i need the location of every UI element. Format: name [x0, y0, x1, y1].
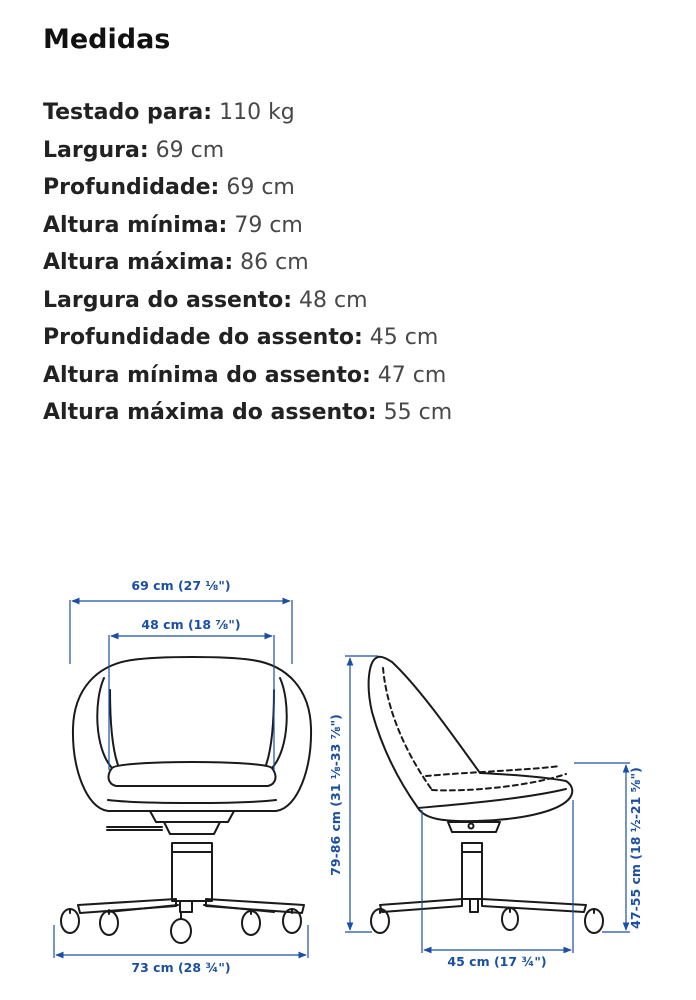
- spec-label: Largura do assento:: [43, 287, 293, 313]
- chair-side-view: [369, 657, 603, 933]
- spec-label: Altura máxima do assento:: [43, 400, 377, 425]
- spec-label: Largura:: [43, 137, 149, 163]
- spec-value: 69 cm: [226, 175, 295, 200]
- spec-label: Altura mínima:: [43, 212, 228, 238]
- seat-height-label: 47-55 cm (18 ½-21 ⅝"): [628, 767, 643, 929]
- base-width-label: 73 cm (28 ¾"): [131, 960, 231, 975]
- spec-value: 48 cm: [299, 287, 368, 313]
- spec-label: Testado para:: [43, 100, 213, 125]
- spec-label: Altura mínima do assento:: [43, 362, 371, 388]
- seat-width-label: 48 cm (18 ⅞"): [141, 617, 241, 632]
- spec-value: 55 cm: [383, 400, 453, 425]
- spec-value: 86 cm: [240, 250, 309, 275]
- spec-label: Profundidade:: [43, 175, 220, 200]
- spec-value: 69 cm: [155, 137, 225, 163]
- seat-depth-label: 45 cm (17 ¾"): [447, 954, 547, 969]
- spec-value: 110 kg: [219, 100, 295, 125]
- overall-width-label: 69 cm (27 ⅛"): [131, 578, 231, 593]
- side-dimensions: [345, 656, 630, 953]
- total-height-label: 79-86 cm (31 ⅛-33 ⅞"): [328, 714, 343, 876]
- spec-label: Altura máxima:: [43, 250, 234, 275]
- page-title: Medidas: [43, 24, 171, 55]
- spec-label: Profundidade do assento:: [43, 325, 363, 350]
- spec-value: 79 cm: [234, 212, 303, 238]
- spec-value: 47 cm: [377, 362, 447, 388]
- spec-value: 45 cm: [369, 325, 439, 350]
